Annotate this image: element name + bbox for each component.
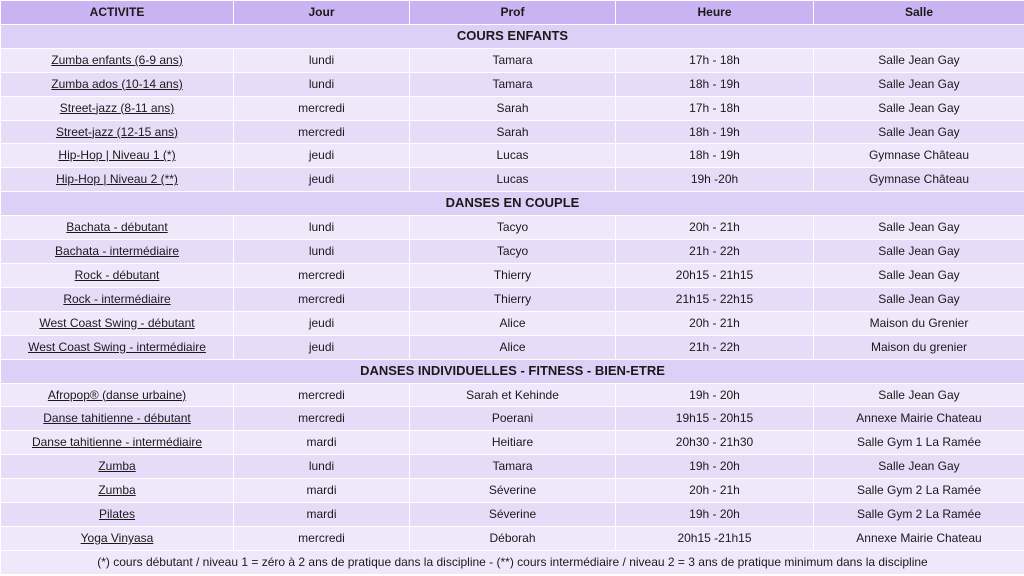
footnote-row — [1, 550, 1024, 574]
day-cell: jeudi — [234, 311, 410, 335]
teacher-cell: Thierry — [410, 263, 616, 287]
activity-cell — [1, 287, 234, 311]
day-cell: mercredi — [234, 407, 410, 431]
time-cell: 20h - 21h — [616, 216, 814, 240]
activity-link[interactable]: Danse tahitienne - débutant — [43, 411, 191, 426]
section-header-row — [1, 24, 1024, 48]
activity-link[interactable]: Zumba — [98, 459, 136, 474]
day-cell: mercredi — [234, 526, 410, 550]
activity-cell — [1, 240, 234, 264]
day-cell: jeudi — [234, 144, 410, 168]
column-header-activity: ACTIVITE — [1, 1, 234, 25]
day-cell: mercredi — [234, 96, 410, 120]
column-header-time: Heure — [616, 1, 814, 25]
room-cell: Salle Jean Gay — [814, 72, 1024, 96]
day-cell: lundi — [234, 72, 410, 96]
time-cell: 20h - 21h — [616, 479, 814, 503]
time-cell: 20h - 21h — [616, 311, 814, 335]
activity-cell — [1, 503, 234, 527]
room-cell: Salle Gym 2 La Ramée — [814, 503, 1024, 527]
activity-cell — [1, 407, 234, 431]
activity-link[interactable]: Rock - intermédiaire — [63, 291, 171, 306]
day-cell: mardi — [234, 479, 410, 503]
activity-link[interactable]: Bachata - intermédiaire — [54, 244, 180, 259]
time-cell: 19h - 20h — [616, 455, 814, 479]
table-row — [1, 144, 1024, 168]
activity-link[interactable]: West Coast Swing - intermédiaire — [28, 339, 206, 354]
column-header-teacher: Prof — [410, 1, 616, 25]
activity-cell — [1, 168, 234, 192]
day-cell: lundi — [234, 48, 410, 72]
activity-link[interactable]: Hip-Hop | Niveau 2 (**) — [56, 172, 178, 187]
table-row — [1, 335, 1024, 359]
table-row — [1, 48, 1024, 72]
table-row — [1, 120, 1024, 144]
teacher-cell: Sarah — [410, 120, 616, 144]
activity-cell — [1, 383, 234, 407]
table-row — [1, 311, 1024, 335]
teacher-cell: Tamara — [410, 455, 616, 479]
teacher-cell: Tamara — [410, 48, 616, 72]
table-row — [1, 503, 1024, 527]
activity-cell — [1, 311, 234, 335]
table-row — [1, 168, 1024, 192]
teacher-cell: Séverine — [410, 503, 616, 527]
day-cell: mercredi — [234, 263, 410, 287]
footnote: (*) cours débutant / niveau 1 = zéro à 2 ans de pratique dans la discipline - (**) cours intermédiaire / niveau 2 = 3 ans de pratique minimum dans la discipline — [1, 550, 1024, 574]
time-cell: 21h15 - 22h15 — [616, 287, 814, 311]
activity-link[interactable]: Yoga Vinyasa — [80, 530, 154, 545]
section-title: COURS ENFANTS — [1, 24, 1024, 48]
activity-cell — [1, 479, 234, 503]
room-cell: Salle Jean Gay — [814, 263, 1024, 287]
room-cell: Salle Jean Gay — [814, 240, 1024, 264]
room-cell: Salle Jean Gay — [814, 120, 1024, 144]
teacher-cell: Tacyo — [410, 240, 616, 264]
teacher-cell: Sarah et Kehinde — [410, 383, 616, 407]
activity-link[interactable]: West Coast Swing - débutant — [39, 315, 195, 330]
section-header-row — [1, 359, 1024, 383]
time-cell: 20h30 - 21h30 — [616, 431, 814, 455]
activity-cell — [1, 48, 234, 72]
time-cell: 20h15 -21h15 — [616, 526, 814, 550]
day-cell: mardi — [234, 431, 410, 455]
room-cell: Salle Jean Gay — [814, 455, 1024, 479]
teacher-cell: Thierry — [410, 287, 616, 311]
header-row — [1, 1, 1024, 25]
column-header-room: Salle — [814, 1, 1024, 25]
day-cell: lundi — [234, 216, 410, 240]
activity-cell — [1, 263, 234, 287]
activity-link[interactable]: Bachata - débutant — [66, 220, 168, 235]
room-cell: Annexe Mairie Chateau — [814, 526, 1024, 550]
activity-link[interactable]: Zumba enfants (6-9 ans) — [51, 52, 183, 67]
activity-cell — [1, 144, 234, 168]
room-cell: Salle Gym 2 La Ramée — [814, 479, 1024, 503]
activity-cell — [1, 431, 234, 455]
activity-link[interactable]: Zumba ados (10-14 ans) — [51, 76, 183, 91]
table-row — [1, 526, 1024, 550]
activity-link[interactable]: Rock - débutant — [74, 267, 160, 282]
room-cell: Maison du grenier — [814, 335, 1024, 359]
table-row — [1, 287, 1024, 311]
time-cell: 17h - 18h — [616, 48, 814, 72]
table-row — [1, 72, 1024, 96]
teacher-cell: Séverine — [410, 479, 616, 503]
activity-link[interactable]: Street-jazz (8-11 ans) — [59, 100, 175, 115]
teacher-cell: Déborah — [410, 526, 616, 550]
room-cell: Gymnase Château — [814, 168, 1024, 192]
activity-link[interactable]: Afropop® (danse urbaine) — [47, 387, 187, 402]
time-cell: 17h - 18h — [616, 96, 814, 120]
room-cell: Salle Jean Gay — [814, 216, 1024, 240]
time-cell: 18h - 19h — [616, 144, 814, 168]
teacher-cell: Alice — [410, 335, 616, 359]
room-cell: Salle Jean Gay — [814, 383, 1024, 407]
time-cell: 21h - 22h — [616, 335, 814, 359]
time-cell: 19h15 - 20h15 — [616, 407, 814, 431]
day-cell: jeudi — [234, 335, 410, 359]
day-cell: mercredi — [234, 120, 410, 144]
time-cell: 19h - 20h — [616, 503, 814, 527]
activity-cell — [1, 455, 234, 479]
schedule-body — [1, 24, 1024, 550]
day-cell: lundi — [234, 455, 410, 479]
section-title: DANSES EN COUPLE — [1, 192, 1024, 216]
time-cell: 18h - 19h — [616, 72, 814, 96]
day-cell: mercredi — [234, 383, 410, 407]
day-cell: lundi — [234, 240, 410, 264]
room-cell: Annexe Mairie Chateau — [814, 407, 1024, 431]
day-cell: jeudi — [234, 168, 410, 192]
teacher-cell: Poerani — [410, 407, 616, 431]
table-row — [1, 96, 1024, 120]
column-header-day: Jour — [234, 1, 410, 25]
teacher-cell: Sarah — [410, 96, 616, 120]
teacher-cell: Lucas — [410, 144, 616, 168]
table-row — [1, 383, 1024, 407]
table-row — [1, 263, 1024, 287]
table-row — [1, 479, 1024, 503]
time-cell: 18h - 19h — [616, 120, 814, 144]
activity-link[interactable]: Zumba — [98, 483, 136, 498]
table-row — [1, 407, 1024, 431]
time-cell: 21h - 22h — [616, 240, 814, 264]
activity-link[interactable]: Danse tahitienne - intermédiaire — [31, 435, 203, 450]
room-cell: Salle Gym 1 La Ramée — [814, 431, 1024, 455]
table-row — [1, 216, 1024, 240]
room-cell: Salle Jean Gay — [814, 287, 1024, 311]
teacher-cell: Lucas — [410, 168, 616, 192]
room-cell: Gymnase Château — [814, 144, 1024, 168]
activity-cell — [1, 120, 234, 144]
activity-link[interactable]: Street-jazz (12-15 ans) — [55, 124, 179, 139]
section-header-row — [1, 192, 1024, 216]
room-cell: Salle Jean Gay — [814, 96, 1024, 120]
table-row — [1, 431, 1024, 455]
time-cell: 19h -20h — [616, 168, 814, 192]
activity-cell — [1, 216, 234, 240]
table-row — [1, 455, 1024, 479]
activity-link[interactable]: Pilates — [98, 507, 136, 522]
day-cell: mardi — [234, 503, 410, 527]
table-row — [1, 240, 1024, 264]
room-cell: Maison du Grenier — [814, 311, 1024, 335]
time-cell: 20h15 - 21h15 — [616, 263, 814, 287]
activity-cell — [1, 72, 234, 96]
teacher-cell: Tacyo — [410, 216, 616, 240]
teacher-cell: Alice — [410, 311, 616, 335]
teacher-cell: Tamara — [410, 72, 616, 96]
room-cell: Salle Jean Gay — [814, 48, 1024, 72]
activity-cell — [1, 335, 234, 359]
time-cell: 19h - 20h — [616, 383, 814, 407]
activity-cell — [1, 96, 234, 120]
activity-link[interactable]: Hip-Hop | Niveau 1 (*) — [58, 148, 176, 163]
section-title: DANSES INDIVIDUELLES - FITNESS - BIEN-ETRE — [1, 359, 1024, 383]
day-cell: mercredi — [234, 287, 410, 311]
activity-cell — [1, 526, 234, 550]
teacher-cell: Heitiare — [410, 431, 616, 455]
